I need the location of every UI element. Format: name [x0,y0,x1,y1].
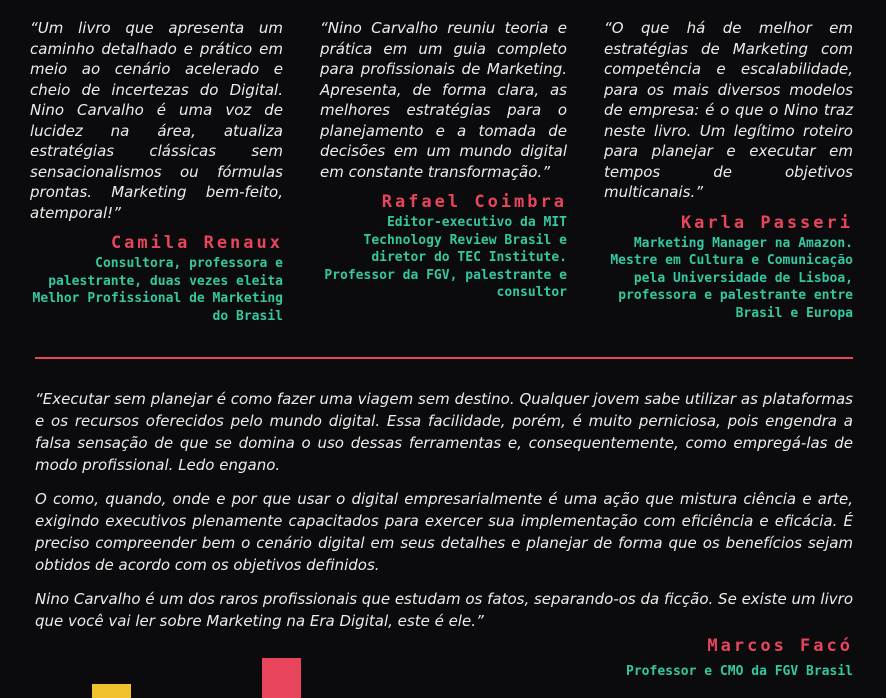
main-testimonial-paragraph: Nino Carvalho é um dos raros profissionais que estudam os fatos, separando-os da ficção. Se existe um livro que você vai ler sobre Marketing na Era Digital, este é ele.” [35,590,853,630]
testimonial-author-name: Camila Renaux [110,233,283,253]
main-testimonial-paragraph: O como, quando, onde e por que usar o digital empresarialmente é uma ação que mistura ciência e arte, exigindo executivos plenamente capacitados para exercer sua implementação com eficiência e eficácia. É preciso compreender bem o cenário digital em seus detalhes e planejar de forma que os benefícios sejam obtidos de acordo com os objetivos definidos. [35,490,853,574]
testimonial-author-role: Marketing Manager na Amazon. Mestre em Cultura e Comunicação pela Universidade de Lisboa, professora e palestrante entre Brasil e Europa [610,235,853,321]
testimonial-karla [604,18,853,322]
testimonial-quote: “Um livro que apresenta um caminho detalhado e prático em meio ao cenário acelerado e cheio de incertezas do Digital. Nino Carvalho é uma voz de lucidez na área, atualiza estratégias clássicas sem sensacionalismos ou fórmulas prontas. Marketing bem-feito, atemporal!” [30,19,283,222]
testimonial-author-name: Karla Passeri [680,212,853,233]
testimonial-camila [30,18,283,325]
decorative-red-block [262,658,301,698]
main-testimonial-author-role: Professor e CMO da FGV Brasil [626,664,853,679]
testimonial-author-role: Editor-executivo da MIT Technology Review Brasil e diretor do TEC Institute. Professor da FGV, palestrante e consultor [324,215,567,300]
testimonial-author-name: Rafael Coimbra [381,192,567,212]
main-testimonial-paragraph: “Executar sem planejar é como fazer uma viagem sem destino. Qualquer jovem sabe utilizar as plataformas e os recursos oferecidos pelo mundo digital. Essa facilidade, porém, é muito perniciosa, pois engendra a falsa sensação de que se domina o uso dessas ferramentas e, consequentemente, como empregá-las de modo profissional. Ledo engano. [35,390,853,474]
main-testimonial-author-name: Marcos Facó [707,636,853,656]
section-divider [35,357,853,359]
testimonial-quote: “Nino Carvalho reuniu teoria e prática em um guia completo para profissionais de Marketing. Apresenta, de forma clara, as melhores estratégias para o planejamento e a tomada de decisões em um mundo digital em constante transformação.” [320,19,567,181]
testimonial-quote: “O que há de melhor em estratégias de Marketing com competência e escalabilidade, para os mais diversos modelos de empresa: é o que o Nino traz neste livro. Um legítimo roteiro para planejar e executar em tempos de objetivos multicanais.” [604,19,853,201]
testimonial-author-role: Consultora, professora e palestrante, duas vezes eleita Melhor Profissional de Marketing do Brasil [32,256,283,324]
main-testimonial [35,388,853,644]
testimonial-rafael [320,18,567,302]
